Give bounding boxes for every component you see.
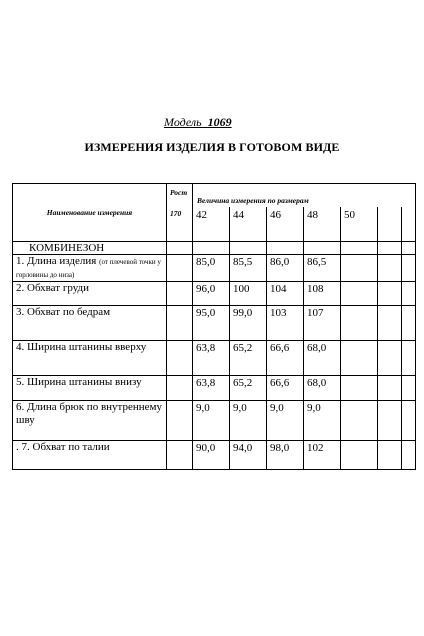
empty-cell [267, 241, 304, 254]
measurement-value: 9,0 [193, 400, 230, 440]
size-group-header: Величина измерения по размерам [193, 184, 416, 208]
model-label-text: Модель [164, 115, 202, 129]
measurement-value [341, 340, 378, 375]
table-row [13, 281, 416, 305]
size-header: 50 [341, 207, 378, 241]
measurement-value: 65,2 [230, 340, 267, 375]
measurement-value: 103 [267, 305, 304, 340]
size-header [378, 207, 402, 241]
measurement-value: 107 [304, 305, 341, 340]
empty-cell [304, 241, 341, 254]
measurement-value [402, 281, 416, 305]
measurement-value [341, 254, 378, 281]
measurement-value: 108 [304, 281, 341, 305]
measurement-value [402, 340, 416, 375]
measurement-value [378, 340, 402, 375]
measurement-value: 63,8 [193, 375, 230, 400]
height-header [167, 184, 193, 242]
measurement-value: 98,0 [267, 440, 304, 469]
measurement-value: 86,0 [267, 254, 304, 281]
empty-cell [167, 340, 193, 375]
size-header: 48 [304, 207, 341, 241]
table-row [13, 400, 416, 440]
page-title: ИЗМЕРЕНИЯ ИЗДЕЛИЯ В ГОТОВОМ ВИДЕ [84, 140, 340, 154]
measurement-value: 96,0 [193, 281, 230, 305]
empty-cell [167, 440, 193, 469]
measurement-value [341, 440, 378, 469]
measurement-name [13, 375, 167, 400]
measurement-value: 104 [267, 281, 304, 305]
empty-cell [402, 241, 416, 254]
measurement-value [341, 400, 378, 440]
measurement-name-header: Наименование измерения [13, 184, 167, 242]
measurement-value [378, 305, 402, 340]
measurement-value [378, 440, 402, 469]
empty-cell [167, 281, 193, 305]
measurement-value [341, 305, 378, 340]
measurement-note: (от плечевой точки у горловины до низа) [16, 257, 161, 279]
measurement-name-text: 5. Ширина штанины внизу [16, 375, 142, 388]
measurement-value [402, 440, 416, 469]
measurement-value [378, 254, 402, 281]
measurement-value [378, 375, 402, 400]
height-value: 170 [170, 209, 182, 218]
empty-cell [167, 375, 193, 400]
table-row [13, 340, 416, 375]
measurement-name [13, 305, 167, 340]
measurement-name-text: 1. Длина изделия [16, 254, 100, 267]
empty-cell [167, 254, 193, 281]
measurement-name-text: . 7. Обхват по талии [16, 440, 110, 453]
empty-cell [167, 241, 193, 254]
empty-cell [230, 241, 267, 254]
table-row [13, 375, 416, 400]
measurement-value [341, 375, 378, 400]
measurement-name [13, 254, 167, 281]
measurement-name-text: 6. Длина брюк по внутреннему шву [16, 400, 162, 426]
measurement-value: 95,0 [193, 305, 230, 340]
measurement-value: 85,0 [193, 254, 230, 281]
measurement-value: 85,5 [230, 254, 267, 281]
measurement-value: 99,0 [230, 305, 267, 340]
table-row [13, 305, 416, 340]
empty-cell [341, 241, 378, 254]
measurement-value: 66,6 [267, 340, 304, 375]
measurement-value [378, 400, 402, 440]
measurement-value: 9,0 [304, 400, 341, 440]
measurement-value: 90,0 [193, 440, 230, 469]
measurement-name [13, 440, 167, 469]
empty-cell [378, 241, 402, 254]
measurement-value [402, 305, 416, 340]
height-header-label: Рост [170, 188, 188, 197]
empty-cell [167, 305, 193, 340]
measurement-value: 66,6 [267, 375, 304, 400]
empty-cell [193, 241, 230, 254]
measurement-name-text: 4. Ширина штанины вверху [16, 340, 147, 353]
measurement-value [402, 400, 416, 440]
measurement-value: 9,0 [230, 400, 267, 440]
measurement-name [13, 281, 167, 305]
size-header [402, 207, 416, 241]
measurement-value: 65,2 [230, 375, 267, 400]
measurement-name [13, 400, 167, 440]
measurement-value [341, 281, 378, 305]
measurement-value: 68,0 [304, 340, 341, 375]
measurement-value: 63,8 [193, 340, 230, 375]
measurement-value: 102 [304, 440, 341, 469]
size-header: 46 [267, 207, 304, 241]
measurement-value: 86,5 [304, 254, 341, 281]
section-title: КОМБИНЕЗОН [13, 241, 167, 254]
measurements-table [12, 183, 416, 470]
measurement-name [13, 340, 167, 375]
measurement-name-text: 2. Обхват груди [16, 281, 89, 294]
measurement-value [402, 375, 416, 400]
measurement-value: 68,0 [304, 375, 341, 400]
table-row [13, 254, 416, 281]
size-header: 42 [193, 207, 230, 241]
empty-cell [167, 400, 193, 440]
measurement-value [378, 281, 402, 305]
size-header: 44 [230, 207, 267, 241]
measurement-value [402, 254, 416, 281]
measurement-value: 94,0 [230, 440, 267, 469]
measurement-value: 100 [230, 281, 267, 305]
measurement-name-text: 3. Обхват по бедрам [16, 305, 111, 318]
measurement-value: 9,0 [267, 400, 304, 440]
model-number: 1069 [207, 115, 232, 129]
model-label [164, 115, 232, 130]
table-row [13, 440, 416, 469]
